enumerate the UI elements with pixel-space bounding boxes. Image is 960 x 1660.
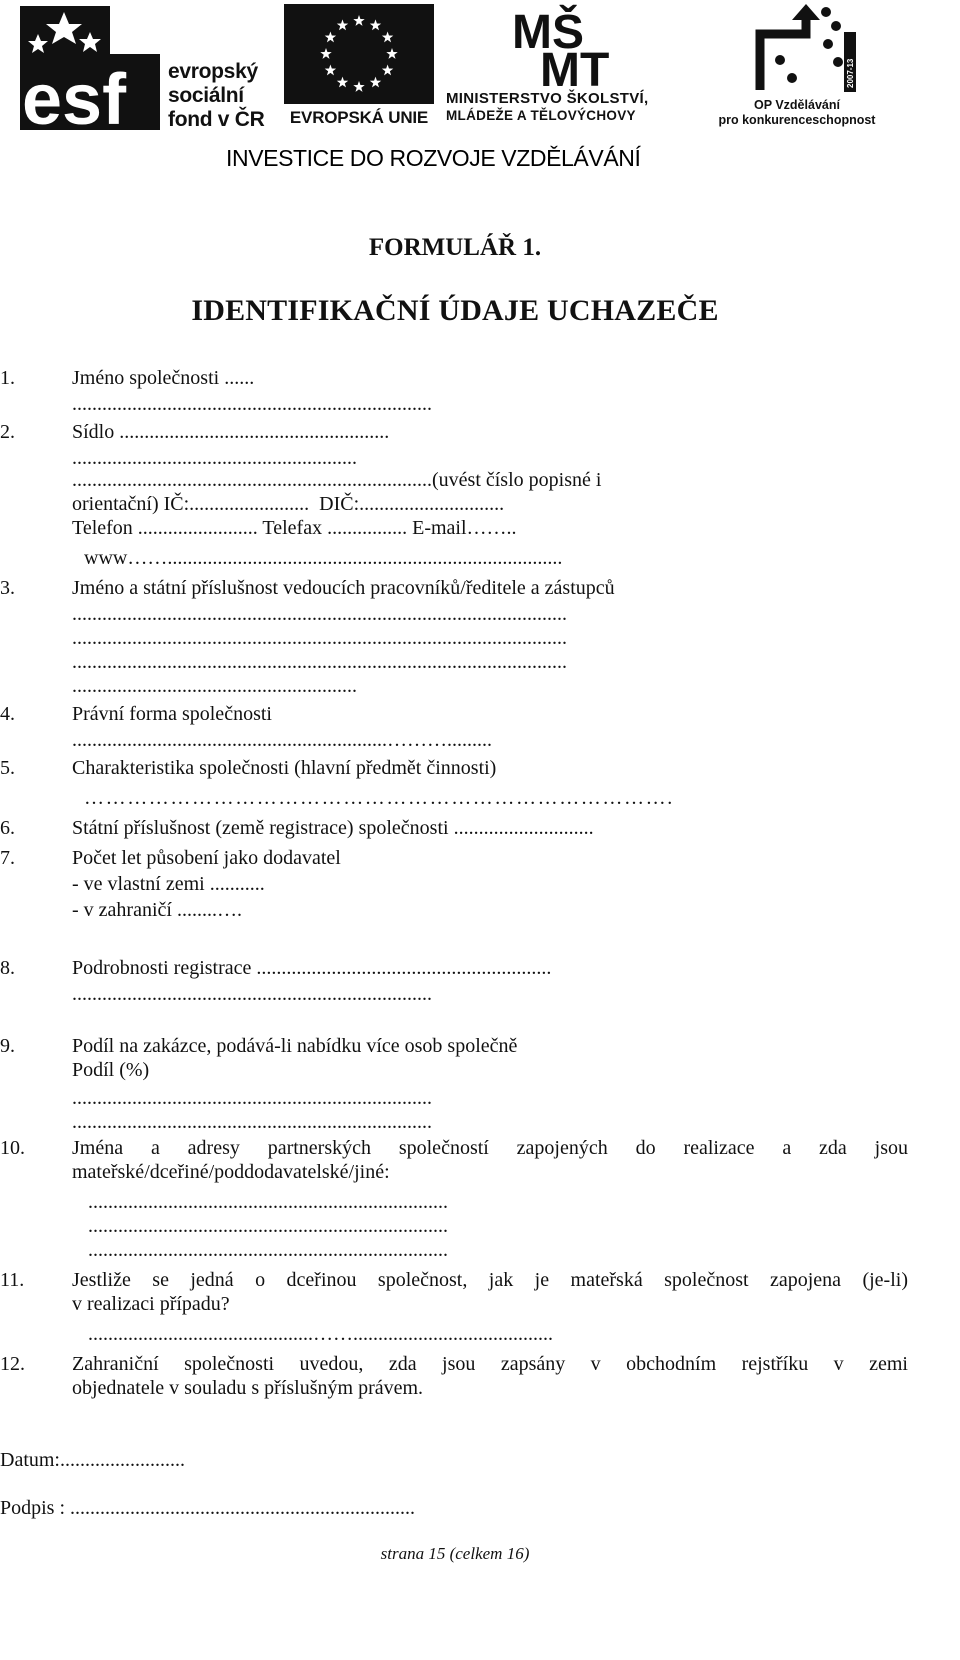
eu-flag-icon (284, 4, 434, 104)
item-3-label: Jméno a státní příslušnost vedoucích pracovníků/ředitele a zástupců (72, 577, 615, 599)
item-2-fill[interactable]: www……............................................................................... (84, 547, 563, 569)
item-7-number: 7. (0, 847, 15, 869)
item-8-label[interactable]: Podrobnosti registrace ........................................................... (72, 957, 552, 979)
datum-field[interactable]: Datum:......................... (0, 1449, 185, 1471)
esf-wordmark (168, 60, 264, 132)
item-11-label-2: v realizaci případu? (72, 1293, 230, 1315)
msmt-line-2: MLÁDEŽE A TĚLOVÝCHOVY (446, 108, 636, 123)
op-arrow-icon (746, 4, 856, 96)
item-12-label-2: objednatele v souladu s příslušným právem. (72, 1377, 424, 1399)
form-title: IDENTIFIKAČNÍ ÚDAJE UCHAZEČE (191, 294, 719, 327)
item-11-number: 11. (0, 1269, 25, 1291)
item-9-fill[interactable]: ........................................................................ (72, 1111, 432, 1133)
logo-strip (0, 0, 960, 171)
item-1-fill[interactable]: ........................................................................ (72, 393, 432, 415)
item-9-share: Podíl (%) (72, 1059, 150, 1081)
item-6-label[interactable]: Státní příslušnost (země registrace) společnosti ............................ (72, 817, 594, 839)
op-wordmark (712, 98, 882, 128)
item-3-fill[interactable]: ................................................................................................... (72, 651, 567, 673)
item-2-fill[interactable]: ......................................................... (72, 447, 357, 469)
eu-label: EVROPSKÁ UNIE (289, 108, 429, 127)
msmt-letters-bottom: MT (540, 44, 610, 88)
item-3-number: 3. (0, 577, 15, 599)
item-8-number: 8. (0, 957, 15, 979)
form-number: FORMULÁŘ 1. (368, 234, 542, 261)
item-10-label: Jména a adresy partnerských společností zapojených do realizace a zda jsou (72, 1137, 908, 1159)
item-2-number: 2. (0, 421, 15, 443)
item-8-fill[interactable]: ........................................................................ (72, 983, 432, 1005)
esf-logo (20, 6, 275, 130)
item-9-number: 9. (0, 1035, 15, 1057)
eu-logo (284, 4, 434, 132)
item-3-fill[interactable]: ................................................................................................... (72, 603, 567, 625)
item-12-number: 12. (0, 1353, 25, 1375)
item-1-number: 1. (0, 367, 15, 389)
esf-line-1: evropský (168, 60, 258, 83)
item-4-fill[interactable]: ...............................................................………......... (72, 729, 492, 751)
item-2-label[interactable]: Sídlo ...................................................... (72, 421, 390, 443)
item-7-home[interactable]: - ve vlastní zemi ........... (72, 873, 265, 895)
item-6-number: 6. (0, 817, 15, 839)
item-9-fill[interactable]: ........................................................................ (72, 1087, 432, 1109)
op-line-2: pro konkurenceschopnost (718, 113, 876, 127)
item-2-fill[interactable]: Telefon ........................ Telefax ................ E-mail…….. (72, 517, 517, 539)
op-year: 2007-13 (846, 58, 855, 88)
item-10-number: 10. (0, 1137, 25, 1159)
podpis-field[interactable]: Podpis : ..................................................................... (0, 1497, 416, 1519)
item-2-fill[interactable]: ........................................................................(uvést číslo popisné i (72, 469, 602, 491)
esf-letters: esf (22, 60, 127, 130)
item-11-fill[interactable]: .............................................……........................................ (88, 1323, 553, 1345)
esf-line-3: fond v ČR (168, 108, 265, 131)
item-1-label[interactable]: Jméno společnosti ...... (72, 367, 255, 389)
item-4-number: 4. (0, 703, 15, 725)
item-12-label: Zahraniční společnosti uvedou, zda jsou zapsány v obchodním rejstříku v zemi (72, 1353, 908, 1375)
item-5-fill[interactable]: ………………………………………………………………………. (84, 787, 674, 809)
op-logo (712, 4, 882, 128)
item-10-fill[interactable]: ........................................................................ (88, 1239, 448, 1261)
msmt-line-1: MINISTERSTVO ŠKOLSTVÍ, (446, 90, 649, 107)
msmt-letters-top: MŠ (512, 6, 584, 59)
item-3-fill[interactable]: ......................................................... (72, 675, 357, 697)
msmt-mark-icon (512, 4, 638, 88)
msmt-logo (446, 4, 706, 128)
item-10-fill[interactable]: ........................................................................ (88, 1215, 448, 1237)
msmt-wordmark (446, 90, 706, 124)
item-4-label: Právní forma společnosti (72, 703, 272, 725)
item-10-label-2: mateřské/dceřiné/poddodavatelské/jiné: (72, 1161, 390, 1183)
item-2-fill[interactable]: orientační) IČ:........................ DIČ:............................. (72, 493, 505, 515)
esf-star-mark (20, 6, 160, 130)
op-line-1: OP Vzdělávání (754, 98, 840, 112)
item-7-abroad[interactable]: - v zahraničí ........…. (72, 899, 242, 921)
item-3-fill[interactable]: ................................................................................................... (72, 627, 567, 649)
item-5-label: Charakteristika společnosti (hlavní předmět činnosti) (72, 757, 497, 779)
item-7-label: Počet let působení jako dodavatel (72, 847, 341, 869)
esf-line-2: sociální (168, 84, 244, 107)
item-5-number: 5. (0, 757, 15, 779)
item-10-fill[interactable]: ........................................................................ (88, 1191, 448, 1213)
page-footer: strana 15 (celkem 16) (380, 1544, 530, 1563)
investice-banner: INVESTICE DO ROZVOJE VZDĚLÁVÁNÍ (226, 145, 641, 171)
item-11-label: Jestliže se jedná o dceřinou společnost, jak je mateřská společnost zapojena (je-li) (72, 1269, 908, 1291)
item-9-label: Podíl na zakázce, podává-li nabídku více osob společně (72, 1035, 518, 1057)
